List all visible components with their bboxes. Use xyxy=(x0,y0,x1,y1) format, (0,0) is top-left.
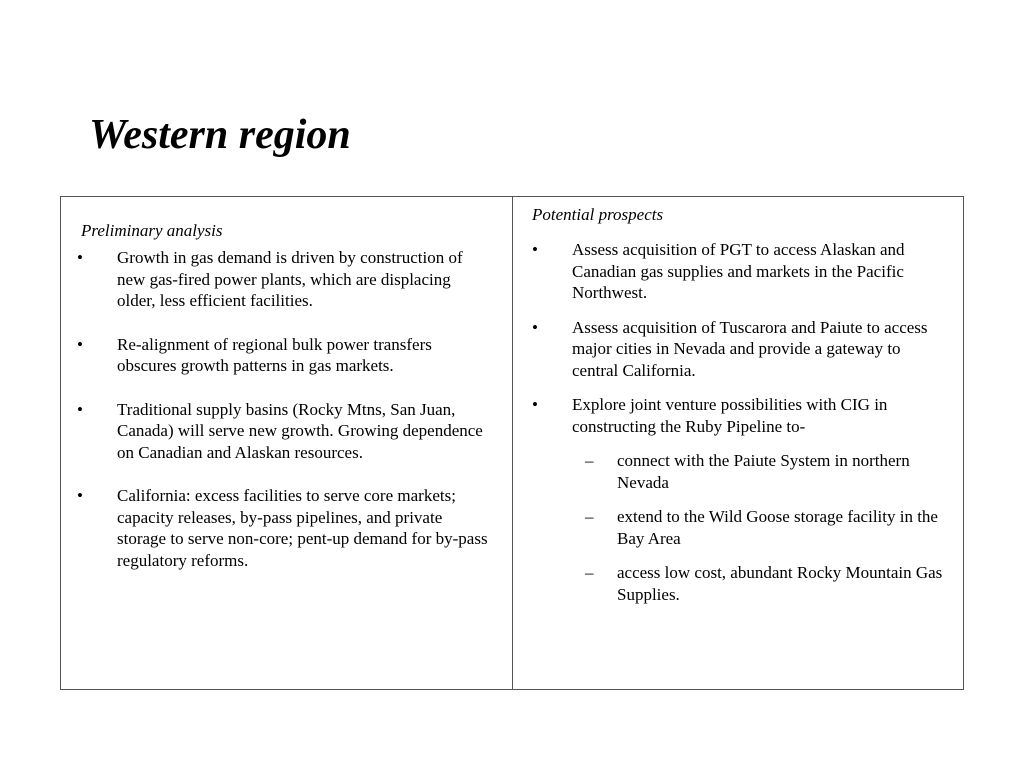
bullet-marker: • xyxy=(532,395,538,414)
list-item xyxy=(77,485,493,571)
potential-prospects-panel xyxy=(513,197,963,689)
potential-prospects-list xyxy=(532,239,944,618)
bullet-text: Traditional supply basins (Rocky Mtns, San Juan, Canada) will serve new growth. Growing dependence on Canadian and Alaskan resources. xyxy=(117,399,483,462)
sub-list-item xyxy=(572,450,944,493)
preliminary-analysis-heading: Preliminary analysis xyxy=(81,221,223,240)
bullet-text: Explore joint venture possibilities with CIG in constructing the Ruby Pipeline to- xyxy=(572,395,888,436)
sub-list-item xyxy=(572,506,944,549)
preliminary-analysis-panel xyxy=(61,197,513,689)
bullet-marker: • xyxy=(77,334,83,354)
bullet-marker: • xyxy=(77,486,83,505)
list-item xyxy=(532,394,944,605)
sub-list-item xyxy=(572,562,944,605)
potential-prospects-heading: Potential prospects xyxy=(532,205,664,224)
bullet-text: Growth in gas demand is driven by construction of new gas-fired power plants, which are displacing older, less efficient facilities. xyxy=(117,248,463,310)
sub-bullet-text: access low cost, abundant Rocky Mountain Gas Supplies. xyxy=(617,563,943,604)
list-item xyxy=(77,399,493,464)
slide-title: Western region xyxy=(89,112,351,158)
bullet-text: California: excess facilities to serve core markets; capacity releases, by-pass pipelines, and private storage to serve non-core; pent-up demand for by-pass regulatory reforms. xyxy=(117,486,488,570)
list-item xyxy=(532,239,944,304)
ruby-pipeline-sub-list xyxy=(572,450,944,605)
list-item xyxy=(532,317,944,382)
list-item xyxy=(77,334,493,377)
sub-bullet-text: connect with the Paiute System in northern Nevada xyxy=(617,451,910,492)
dash-marker: – xyxy=(585,507,594,526)
bullet-text: Assess acquisition of PGT to access Alaskan and Canadian gas supplies and markets in the Pacific Northwest. xyxy=(572,240,905,302)
bullet-marker: • xyxy=(532,240,538,259)
preliminary-analysis-list xyxy=(77,247,493,593)
bullet-marker: • xyxy=(77,248,83,267)
dash-marker: – xyxy=(585,451,594,470)
sub-bullet-text: extend to the Wild Goose storage facility in the Bay Area xyxy=(617,507,938,548)
dash-marker: – xyxy=(585,563,594,582)
list-item xyxy=(77,247,493,312)
bullet-text: Re-alignment of regional bulk power transfers obscures growth patterns in gas markets. xyxy=(117,334,432,375)
content-table xyxy=(60,196,964,690)
bullet-text: Assess acquisition of Tuscarora and Paiute to access major cities in Nevada and provide a gateway to central California. xyxy=(572,317,928,380)
bullet-marker: • xyxy=(532,317,538,337)
bullet-marker: • xyxy=(77,399,83,419)
